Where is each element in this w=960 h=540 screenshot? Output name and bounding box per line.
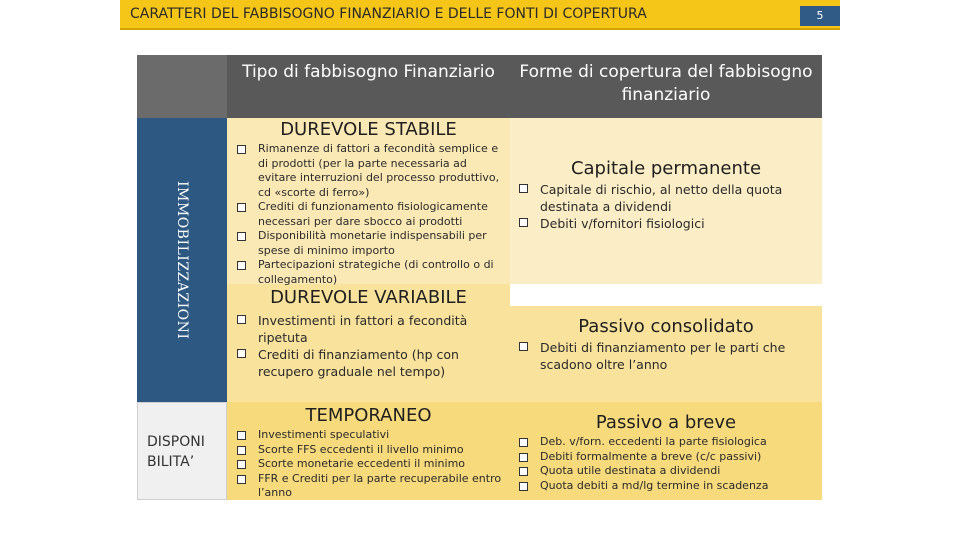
header-empty-cell (137, 55, 227, 118)
list-item: Capitale di rischio, al netto della quota destinata a dividendi (516, 181, 816, 215)
checkbox-bullet-icon (237, 431, 246, 440)
temporaneo-title: TEMPORANEO (305, 405, 432, 426)
list-item: Scorte FFS eccedenti il livello minimo (234, 443, 506, 458)
checkbox-bullet-icon (237, 349, 246, 358)
header-copertura: Forme di copertura del fabbisogno finanziario (510, 55, 822, 118)
list-item: Quota debiti a md/lg termine in scadenza (516, 479, 816, 494)
checkbox-bullet-icon (519, 438, 528, 447)
list-item: Crediti di funzionamento fisiologicamente necessari per dare sbocco ai prodotti (234, 200, 506, 229)
disponibilita-label: DISPONI BILITA’ (147, 434, 205, 470)
checkbox-bullet-icon (519, 184, 528, 193)
list-item: Scorte monetarie eccedenti il minimo (234, 457, 506, 472)
checkbox-bullet-icon (237, 145, 246, 154)
checkbox-bullet-icon (237, 261, 246, 270)
list-item: Crediti di finanziamento (hp con recupero graduale nel tempo) (234, 346, 506, 380)
list-item: Investimenti speculativi (234, 428, 506, 443)
list-item: Quota utile destinata a dividendi (516, 464, 816, 479)
immobilizzazioni-label: IMMOBILIZZAZIONI (174, 180, 190, 340)
header-fabbisogno: Tipo di fabbisogno Finanziario (227, 55, 510, 118)
list-item: Rimanenze di fattori a fecondità semplice e di prodotti (per la parte necessaria ad evitare interruzioni del processo produttivo, cd «scorte di ferro») (234, 142, 506, 200)
checkbox-bullet-icon (237, 232, 246, 241)
durevole-variabile-title: DUREVOLE VARIABILE (270, 287, 467, 308)
temporaneo-list (234, 428, 506, 501)
checkbox-bullet-icon (519, 453, 528, 462)
passivo-consolidato-title: Passivo consolidato (578, 316, 754, 337)
list-item: Debiti di finanziamento per le parti che scadono oltre l’anno (516, 339, 816, 373)
list-item: Deb. v/forn. eccedenti la parte fisiologica (516, 435, 816, 450)
durevole-variabile-list (234, 312, 506, 380)
passivo-breve-title: Passivo a breve (595, 412, 737, 433)
passivo-consolidato-list (516, 339, 816, 373)
durevole-stabile-list (234, 142, 506, 287)
checkbox-bullet-icon (237, 203, 246, 212)
list-item: Partecipazioni strategiche (di controllo o di collegamento) (234, 258, 506, 287)
checkbox-bullet-icon (237, 446, 246, 455)
slide-number: 5 (800, 6, 840, 26)
list-item: Investimenti in fattori a fecondità ripetuta (234, 312, 506, 346)
checkbox-bullet-icon (519, 218, 528, 227)
checkbox-bullet-icon (519, 482, 528, 491)
list-item: Debiti v/fornitori fisiologici (516, 215, 816, 232)
checkbox-bullet-icon (519, 342, 528, 351)
list-item: FFR e Crediti per la parte recuperabile entro l’anno (234, 472, 506, 501)
checkbox-bullet-icon (237, 475, 246, 484)
list-item: Disponibilità monetarie indispensabili per spese di minimo importo (234, 229, 506, 258)
capitale-permanente-list (516, 181, 816, 232)
checkbox-bullet-icon (519, 467, 528, 476)
checkbox-bullet-icon (237, 315, 246, 324)
checkbox-bullet-icon (237, 460, 246, 469)
capitale-permanente-title: Capitale permanente (570, 158, 762, 179)
list-item: Debiti formalmente a breve (c/c passivi) (516, 450, 816, 465)
durevole-stabile-title: DUREVOLE STABILE (280, 119, 457, 140)
slide-title: CARATTERI DEL FABBISOGNO FINANZIARIO E DELLE FONTI DI COPERTURA (130, 6, 647, 22)
passivo-breve-list (516, 435, 816, 493)
